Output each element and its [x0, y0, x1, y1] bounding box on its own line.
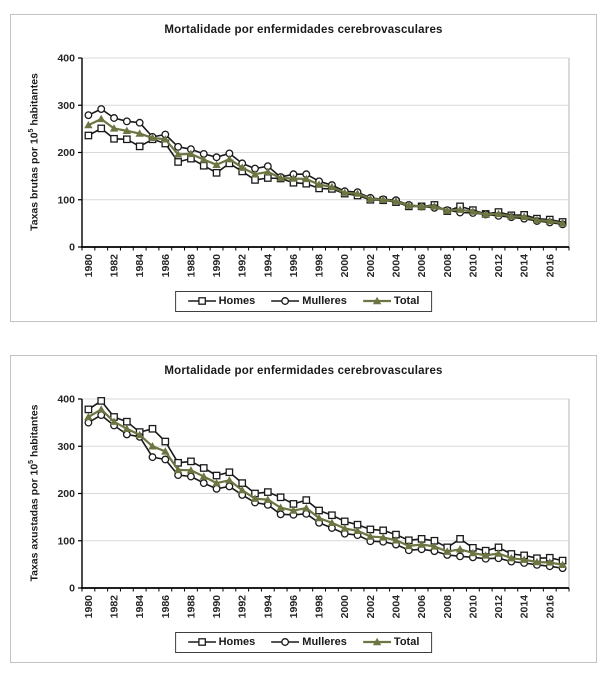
triangle-marker-icon [97, 405, 105, 412]
x-tick-label: 2008 [441, 254, 454, 278]
square-marker-icon [213, 170, 219, 176]
square-marker-icon [367, 526, 373, 532]
circle-marker-icon [98, 106, 105, 113]
x-tick-label: 2006 [416, 254, 429, 278]
x-axis-ticks [82, 247, 569, 277]
x-tick-label: 1994 [262, 595, 275, 619]
circle-marker-icon [136, 119, 143, 126]
square-marker-icon [111, 136, 117, 142]
square-marker-icon [265, 489, 271, 495]
x-tick-label: 1986 [159, 254, 172, 278]
square-marker-icon [277, 494, 283, 500]
square-marker-icon [124, 136, 130, 142]
series-line [88, 401, 562, 561]
legend-label: Total [393, 636, 420, 648]
triangle-marker-icon [225, 476, 233, 483]
square-marker-icon [226, 469, 232, 475]
square-marker-icon [213, 472, 219, 478]
y-tick-label: 400 [57, 52, 75, 65]
x-tick-label: 2002 [364, 595, 377, 619]
circle-marker-icon [213, 485, 220, 492]
x-tick-label: 2004 [390, 254, 403, 278]
circle-marker-icon [175, 144, 182, 151]
legend-key-square-icon [188, 296, 216, 306]
square-marker-icon [98, 398, 104, 404]
legend-item-mulleres [271, 636, 347, 648]
x-tick-label: 1994 [262, 254, 275, 278]
square-marker-icon [85, 132, 91, 138]
circle-marker-icon [124, 118, 131, 125]
legend-label: Total [393, 295, 420, 307]
y-tick-label: 200 [57, 147, 75, 159]
circle-marker-icon [188, 473, 195, 480]
square-marker-icon [290, 501, 296, 507]
x-tick-label: 1982 [108, 595, 121, 619]
legend-label: Mulleres [302, 636, 347, 648]
x-tick-label: 1986 [159, 595, 172, 619]
square-marker-icon [239, 480, 245, 486]
circle-marker-icon [213, 154, 220, 161]
x-tick-label: 1998 [313, 254, 326, 278]
series-mulleres [85, 106, 566, 228]
legend-label: Mulleres [302, 295, 347, 307]
x-tick-label: 2000 [339, 254, 352, 278]
series-homes [85, 125, 566, 225]
chart-title: Mortalidade por enfermidades cerebrovasculares [164, 24, 443, 36]
x-tick-label: 2012 [493, 254, 506, 278]
x-tick-label: 1998 [313, 595, 326, 619]
chart-title: Mortalidade por enfermidades cerebrovasculares [164, 365, 443, 377]
y-axis-title-text: Taxas brutas por 10 [28, 132, 41, 231]
legend-key-circle-icon [271, 637, 299, 647]
circle-marker-icon [200, 480, 207, 487]
square-marker-icon [198, 639, 204, 645]
y-axis-title-text: Taxas axustadas por 10 [28, 463, 41, 582]
x-tick-label: 2006 [416, 595, 429, 619]
series-line [88, 109, 562, 224]
x-tick-label: 2008 [441, 595, 454, 619]
square-marker-icon [316, 507, 322, 513]
square-marker-icon [162, 438, 168, 444]
square-marker-icon [124, 418, 130, 424]
chart-canvas-taxas-axustadas [11, 356, 596, 662]
series-line [88, 128, 562, 222]
x-tick-label: 1990 [211, 254, 224, 278]
chart-legend [175, 291, 433, 312]
series-line [88, 409, 562, 564]
y-axis-title-superscript: 5 [27, 128, 35, 133]
square-marker-icon [149, 426, 155, 432]
square-marker-icon [329, 512, 335, 518]
x-tick-label: 2004 [390, 595, 403, 619]
legend-label: Homes [218, 636, 256, 648]
triangle-marker-icon [97, 115, 105, 122]
series-homes [85, 398, 566, 564]
x-tick-label: 2012 [493, 595, 506, 619]
x-tick-label: 2014 [518, 595, 531, 619]
y-tick-label: 100 [57, 194, 75, 207]
square-marker-icon [175, 159, 181, 165]
square-marker-icon [342, 518, 348, 524]
y-tick-label: 0 [69, 241, 75, 254]
legend-item-homes [188, 636, 256, 648]
legend-item-total [363, 636, 419, 648]
square-marker-icon [98, 125, 104, 131]
legend-item-total [363, 295, 419, 307]
x-axis-ticks [82, 588, 569, 618]
series-line [88, 415, 562, 568]
legend-item-mulleres [271, 295, 347, 307]
x-tick-label: 2000 [339, 595, 352, 619]
x-tick-label: 2010 [467, 254, 480, 278]
x-tick-label: 2010 [467, 595, 480, 619]
y-tick-label: 100 [57, 535, 75, 548]
y-axis-ticks [57, 53, 82, 254]
series-line [88, 119, 562, 223]
square-marker-icon [201, 465, 207, 471]
series-total [84, 115, 567, 227]
circle-marker-icon [85, 419, 92, 426]
circle-marker-icon [303, 511, 310, 518]
circle-marker-icon [282, 639, 289, 646]
x-tick-label: 1992 [236, 254, 249, 278]
series-total [84, 405, 567, 568]
y-axis-ticks [57, 394, 82, 595]
legend-label: Homes [218, 295, 256, 307]
square-marker-icon [303, 497, 309, 503]
square-marker-icon [201, 163, 207, 169]
square-marker-icon [457, 536, 463, 542]
x-tick-label: 2016 [544, 254, 557, 278]
circle-marker-icon [85, 112, 92, 119]
y-tick-label: 0 [69, 582, 75, 595]
circle-marker-icon [111, 115, 118, 122]
chart-panel-taxas-brutas [10, 14, 597, 322]
square-marker-icon [136, 143, 142, 149]
x-tick-label: 1992 [236, 595, 249, 619]
legend-key-triangle-icon [363, 637, 391, 647]
y-tick-label: 300 [57, 99, 75, 112]
x-tick-label: 2014 [518, 254, 531, 278]
square-marker-icon [85, 406, 91, 412]
square-marker-icon [252, 177, 258, 183]
y-tick-label: 400 [57, 393, 75, 406]
x-tick-label: 1982 [108, 254, 121, 278]
circle-marker-icon [282, 298, 289, 305]
square-marker-icon [380, 527, 386, 533]
chart-panel-taxas-axustadas [10, 355, 597, 663]
x-tick-label: 1996 [287, 595, 300, 619]
circle-marker-icon [149, 454, 156, 461]
chart-legend [175, 632, 433, 653]
x-tick-label: 2016 [544, 595, 557, 619]
legend-key-circle-icon [271, 296, 299, 306]
series-mulleres [85, 412, 566, 572]
circle-marker-icon [226, 483, 233, 490]
x-tick-label: 1990 [211, 595, 224, 619]
square-marker-icon [198, 298, 204, 304]
x-tick-label: 1996 [287, 254, 300, 278]
y-tick-label: 200 [57, 488, 75, 500]
x-tick-label: 1988 [185, 254, 198, 278]
circle-marker-icon [457, 553, 464, 560]
y-tick-label: 300 [57, 440, 75, 453]
circle-marker-icon [277, 511, 284, 518]
square-marker-icon [188, 458, 194, 464]
x-tick-label: 1984 [134, 254, 147, 278]
square-marker-icon [265, 175, 271, 181]
x-tick-label: 1988 [185, 595, 198, 619]
x-tick-label: 1980 [82, 254, 95, 278]
circle-marker-icon [124, 431, 131, 438]
y-axis-title-text: habitantes [28, 73, 41, 129]
legend-item-homes [188, 295, 256, 307]
x-tick-label: 1980 [82, 595, 95, 619]
legend-key-square-icon [188, 637, 216, 647]
y-axis-title-text: habitantes [28, 404, 41, 460]
legend-key-triangle-icon [363, 296, 391, 306]
circle-marker-icon [162, 456, 169, 463]
x-tick-label: 1984 [134, 595, 147, 619]
y-axis-title-superscript: 5 [27, 459, 35, 464]
chart-canvas-taxas-brutas [11, 15, 596, 321]
x-tick-label: 2002 [364, 254, 377, 278]
